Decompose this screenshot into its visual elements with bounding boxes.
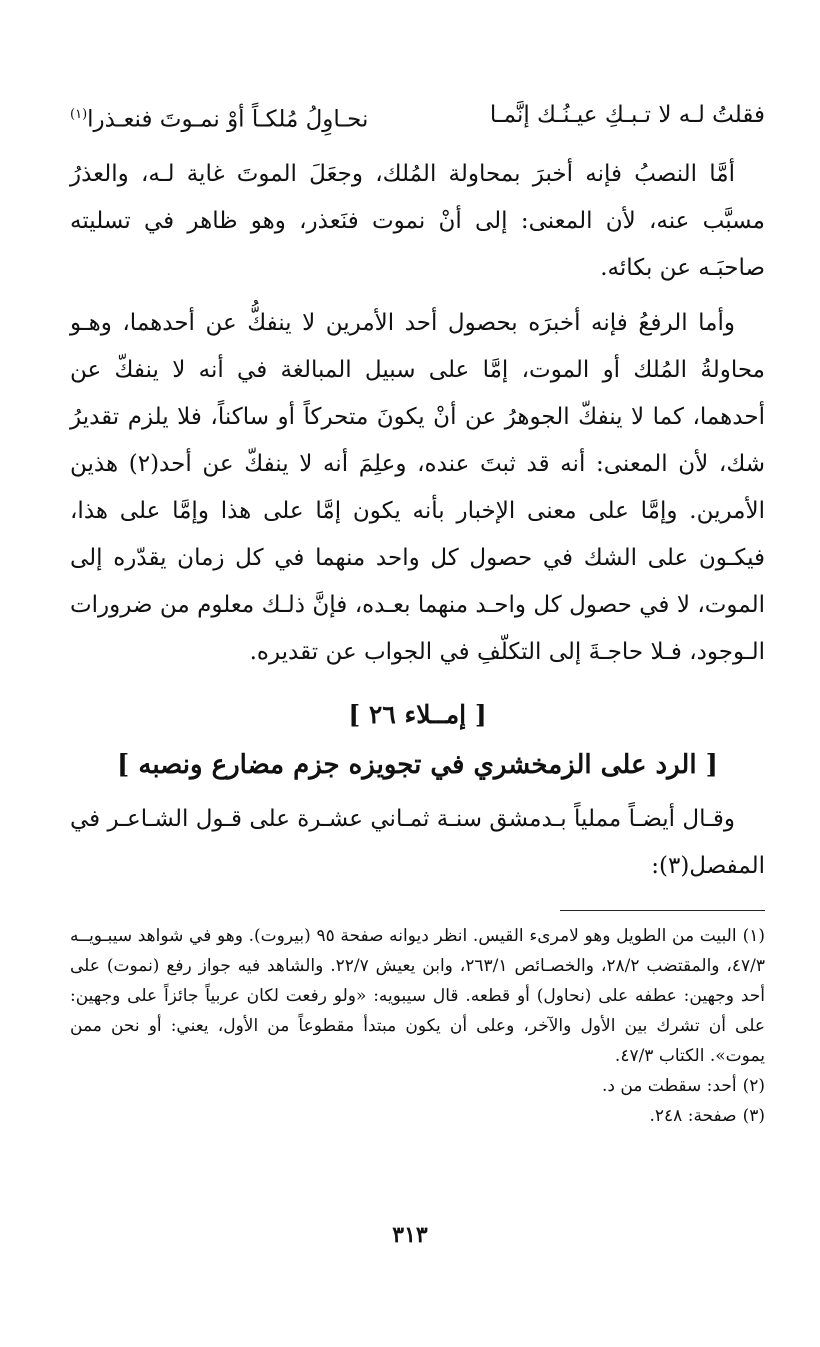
footnote-3 — [70, 1101, 765, 1131]
paragraph-nasb: أمَّا النصبُ فإنه أخبرَ بمحاولة المُلك، وجعَلَ الموتَ غاية لـه، والعذرُ مسبَّب عنه، لأن المعنى: إلى أنْ نموت فنَعذر، وهو ظاهر في تسليته صاحبَـه عن بكائه. — [70, 160, 765, 281]
verse-hemistich-right: فقلتُ لـه لا تـبـكِ عيـنُـك إنَّمـا — [489, 102, 765, 128]
footnote-text: أحد: سقطت من د. — [601, 1075, 737, 1096]
footnote-text: البيت من الطويل وهو لامرىء القيس. انظر ديوانه صفحة ٩٥ (بيروت). وهو في شواهد سيبـويــه ٤٧/٣، والمقتضب ٢٨/٢، والخصـائص ٢٦٣/١، وابن يعيش ٢٢/٧. والشاهد فيه جواز رفع (نموت) على أحد وجهين: عطفه على (نحاول) أو قطعه. قال سيبويه: «ولو رفعت لكان عربياً جائزاً على وجهين: على أن تشرك بين الأول والآخر، وعلى أن يكون مبتدأ مقطوعاً من الأول، يعني: أو نحن ممن يموت». الكتاب ٤٧/٣. — [70, 925, 766, 1066]
page-body — [70, 92, 765, 1131]
section-heading-imla: [ إمــلاء ٢٦ ] — [348, 699, 487, 729]
footnote-divider — [560, 910, 765, 911]
footnote-number: (٣) — [742, 1105, 765, 1126]
footnote-number: (٢) — [742, 1075, 765, 1096]
footnote-1 — [70, 921, 765, 1071]
page-number: ٣١٣ — [392, 1222, 428, 1248]
paragraph-raf: وأما الرفعُ فإنه أخبرَه بحصول أحد الأمرين لا ينفكُّ عن أحدهما، وهـو محاولةُ المُلك أو الموت، إمَّا على سبيل المبالغة في أنه لا ينفكّ عن أحدهما، كما لا ينفكّ الجوهرُ عن أنْ يكونَ متحركاً أو ساكناً، فلا يلزم تقديرُ شك، لأن المعنى: أنه قد ثبتَ عنده، وعلِمَ أنه لا ينفكّ عن أحد(٢) هذين الأمرين. وإمَّا على معنى الإخبار بأنه يكون إمَّا على هذا وإمَّا على هذا، فيكـون على الشك في حصول كل واحد منهما في كل زمان يقدّره إلى الموت، لا في حصول كل واحـد منهما بعـده، فإنَّ ذلـك معلوم من ضرورات الـوجود، فـلا حاجـةَ إلى التكلّفِ في الجواب عن تقديره. — [70, 309, 765, 665]
section-heading-title: [ الرد على الزمخشري في تجويزه جزم مضارع ونصبه ] — [117, 749, 718, 780]
paragraph-intro: وقـال أيضـاً مملياً بـدمشق سنـة ثمـاني عشـرة على قـول الشـاعـر في المفصل(٣): — [70, 805, 765, 879]
footnote-number: (١) — [742, 925, 765, 946]
footnote-2 — [70, 1071, 765, 1101]
poetry-verse — [70, 92, 765, 143]
footnote-mark: (١) — [70, 107, 88, 122]
footnote-text: صفحة: ٢٤٨. — [649, 1105, 737, 1126]
footnotes — [70, 921, 765, 1131]
verse-hemistich-left: نحـاوِلُ مُلكـاً أوْ نمـوتَ فنعـذرا$^{(١)}$ — [70, 106, 369, 133]
